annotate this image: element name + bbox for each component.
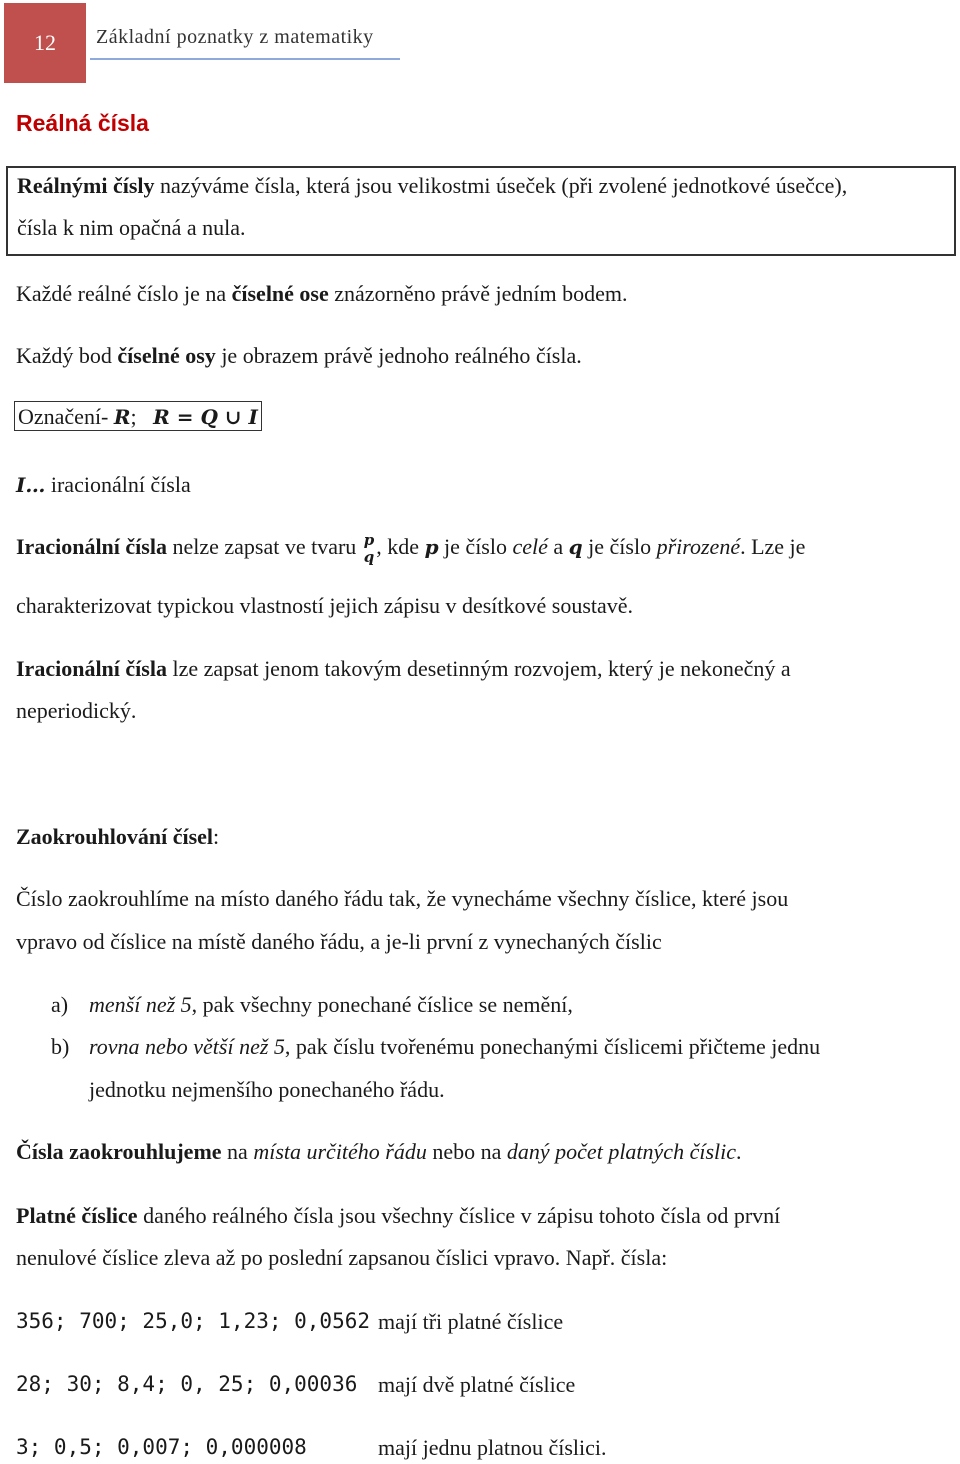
p3-mid3: a: [547, 534, 569, 560]
item-a-label: a): [51, 992, 69, 1017]
p3-italic-2: přirozené: [656, 534, 741, 560]
irrational-paragraph-line-1: [16, 532, 805, 566]
p5-italic-1: místa určitého řádu: [253, 1139, 427, 1164]
rounding-colon: :: [213, 824, 220, 849]
example-numbers-2: 28; 30; 8,4; 0, 25; 0,00036: [16, 1372, 358, 1396]
definition-term: Reálnými čísly: [17, 173, 155, 198]
running-title: Základní poznatky z matematiky: [96, 26, 374, 48]
p2-pre: Každý bod: [16, 343, 118, 368]
item-b-condition: rovna nebo větší než 5: [89, 1034, 285, 1059]
p3-post: . Lze je: [740, 534, 806, 560]
fraction-p-over-q: [364, 532, 375, 566]
p1-post: znázorněno právě jedním bodem.: [328, 281, 628, 306]
rounding-line-2: vpravo od číslice na místě daného řádu, a je-li první z vynechaných číslic: [16, 929, 662, 954]
p5-bold: Čísla zaokrouhlujeme: [16, 1139, 222, 1164]
item-b-label: b): [51, 1034, 70, 1059]
p3-mid1: kde: [381, 534, 425, 560]
p3-mid4: je číslo: [582, 534, 657, 560]
item-b-text: , pak číslu tvořenému ponechanými číslicemi přičteme jednu: [284, 1034, 821, 1059]
significant-digits-line-2: nenulové číslice zleva až po poslední zapsanou číslici vpravo. Např. čísla:: [16, 1245, 668, 1270]
item-a-condition: menší než 5: [89, 992, 192, 1017]
formula-rhs: = Q ∪ I: [169, 405, 258, 429]
formula-lhs: R: [153, 405, 170, 429]
paragraph-number-line: [16, 281, 627, 307]
rounding-item-b: [51, 1034, 820, 1060]
example-desc-2: mají dvě platné číslice: [378, 1372, 576, 1397]
paragraph-point-line: [16, 343, 582, 369]
notation-line: [14, 404, 262, 430]
example-numbers-3: 3; 0,5; 0,007; 0,000008: [16, 1435, 307, 1459]
example-desc-3: mají jednu platnou číslici.: [378, 1435, 607, 1460]
notation-box: [14, 401, 262, 431]
definition-line-1: [17, 173, 847, 199]
var-q: q: [568, 535, 583, 560]
definition-line-2: čísla k nim opačná a nula.: [17, 215, 246, 240]
definition-box: [6, 166, 956, 256]
header-rule: [90, 58, 400, 60]
rounding-line-1: Číslo zaokrouhlíme na místo daného řádu tak, že vynecháme všechny číslice, které jsou: [16, 886, 789, 911]
decimal-expansion-line-2: neperiodický.: [16, 698, 137, 723]
p6-bold: Platné číslice: [16, 1203, 138, 1228]
decimal-expansion-line-1: [16, 656, 791, 682]
notation-symbol: R: [113, 405, 131, 429]
var-p: p: [424, 535, 439, 560]
rounding-heading-text: Zaokrouhlování čísel: [16, 824, 214, 849]
fraction-numerator: p: [363, 531, 375, 549]
fraction-denominator: q: [363, 548, 375, 566]
p3-mid2: je číslo: [438, 534, 513, 560]
rounding-item-a: [51, 992, 573, 1018]
definition-text-1: nazýváme čísla, která jsou velikostmi úseček (při zvolené jednotkové úsečce),: [154, 173, 848, 198]
p5-post: .: [736, 1139, 742, 1164]
irrational-text: iracionální čísla: [45, 472, 191, 497]
page-number: 12: [4, 3, 86, 83]
notation-sep: ;: [130, 404, 154, 429]
p2-bold: číselné osy: [117, 343, 216, 368]
p3-comma: ,: [376, 534, 382, 560]
p5-italic-2: daný počet platných číslic: [506, 1139, 736, 1164]
irrational-symbol: I…: [16, 473, 46, 497]
p3-italic-1: celé: [512, 534, 548, 560]
significant-digits-line-1: [16, 1203, 780, 1229]
p1-bold: číselné ose: [231, 281, 329, 306]
rounding-heading: [16, 824, 219, 850]
notation-label: Označení-: [18, 404, 114, 429]
item-a-text: , pak všechny ponechané číslice se nemění,: [191, 992, 573, 1017]
p4-bold: Iracionální čísla: [16, 656, 167, 681]
p4-text: lze zapsat jenom takovým desetinným rozvojem, který je nekonečný a: [166, 656, 791, 681]
irrational-definition: [16, 472, 191, 498]
rounding-item-b-line-2: jednotku nejmenšího ponechaného řádu.: [89, 1077, 445, 1102]
p5-mid2: nebo na: [426, 1139, 507, 1164]
section-title: Reálná čísla: [16, 110, 149, 136]
irrational-paragraph-line-2: charakterizovat typickou vlastností jejich zápisu v desítkové soustavě.: [16, 593, 634, 618]
p2-post: je obrazem právě jednoho reálného čísla.: [215, 343, 582, 368]
p5-mid1: na: [221, 1139, 254, 1164]
p3-bold: Iracionální čísla: [16, 534, 167, 560]
example-desc-1: mají tři platné číslice: [378, 1309, 564, 1334]
example-numbers-1: 356; 700; 25,0; 1,23; 0,0562: [16, 1309, 371, 1333]
p6-text: daného reálného čísla jsou všechny číslice v zápisu tohoto čísla od první: [137, 1203, 781, 1228]
p1-pre: Každé reálné číslo je na: [16, 281, 232, 306]
rounding-methods-line: [16, 1139, 742, 1165]
p3-pre: nelze zapsat ve tvaru: [166, 534, 362, 560]
